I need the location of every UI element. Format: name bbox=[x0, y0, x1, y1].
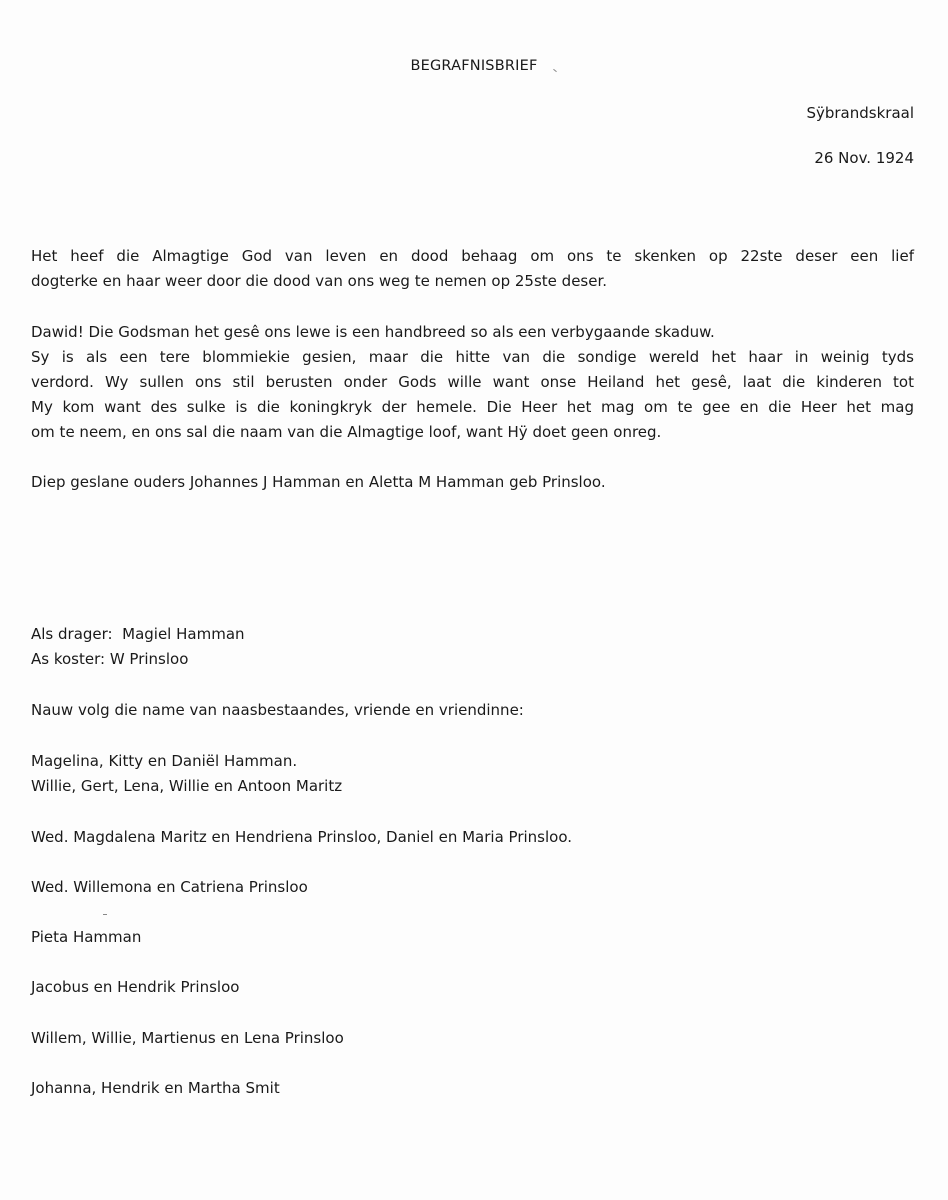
mourner-line-willem bbox=[31, 1026, 914, 1051]
reflection-line: verdord. Wy sullen ons stil berusten onder Gods wille want onse Heiland het gesê, laat die kinderen tot bbox=[31, 373, 914, 391]
mourners-intro bbox=[31, 698, 914, 723]
reflection-paragraph bbox=[31, 320, 914, 445]
announcement-paragraph bbox=[31, 244, 914, 294]
reflection-line: Dawid! Die Godsman het gesê ons lewe is een handbreed so als een verbygaande skaduw. bbox=[31, 323, 715, 341]
roles-block bbox=[31, 622, 914, 672]
mourner-line-johanna bbox=[31, 1076, 914, 1101]
announcement-line: Het heef die Almagtige God van leven en dood behaag om ons te skenken op 22ste deser een lief bbox=[31, 247, 914, 265]
bearer-line: Als drager: Magiel Hamman bbox=[31, 625, 245, 643]
mourner-line-magdalena bbox=[31, 825, 914, 850]
mourners-intro-text: Nauw volg die name van naasbestaandes, vriende en vriendinne: bbox=[31, 701, 524, 719]
parents-line bbox=[31, 470, 914, 495]
letter-date: 26 Nov. 1924 bbox=[814, 149, 914, 167]
mourners-group bbox=[31, 749, 914, 799]
mourner-line: Wed. Magdalena Maritz en Hendriena Prinsloo, Daniel en Maria Prinsloo. bbox=[31, 828, 573, 846]
reflection-line: om te neem, en ons sal die naam van die Almagtige loof, want Hÿ doet geen onreg. bbox=[31, 423, 662, 441]
mourner-line: Magelina, Kitty en Daniël Hamman. bbox=[31, 752, 298, 770]
announcement-line: dogterke en haar weer door die dood van ons weg te nemen op 25ste deser. bbox=[31, 272, 608, 290]
letter-title: BEGRAFNISBRIEF bbox=[410, 58, 538, 74]
mourner-line: Jacobus en Hendrik Prinsloo bbox=[31, 978, 240, 996]
reflection-line: Sy is als een tere blommiekie gesien, maar die hitte van die sondige wereld het haar in weinig tyds bbox=[31, 348, 914, 366]
mourner-line: Wed. Willemona en Catriena Prinsloo bbox=[31, 878, 308, 896]
reflection-line: My kom want des sulke is die koningkryk der hemele. Die Heer het mag om te gee en die Heer het mag bbox=[31, 398, 914, 416]
mourner-line-willemona bbox=[31, 875, 914, 900]
scan-speck bbox=[103, 914, 107, 915]
parents-text: Diep geslane ouders Johannes J Hamman en Aletta M Hamman geb Prinsloo. bbox=[31, 473, 606, 491]
mourner-line: Willie, Gert, Lena, Willie en Antoon Maritz bbox=[31, 777, 343, 795]
mourner-line-pieta bbox=[31, 925, 914, 950]
sexton-line: As koster: W Prinsloo bbox=[31, 650, 189, 668]
mourner-line: Johanna, Hendrik en Martha Smit bbox=[31, 1079, 280, 1097]
mourner-line-jacobus bbox=[31, 975, 914, 1000]
mourner-line: Pieta Hamman bbox=[31, 928, 142, 946]
letter-place: Sÿbrandskraal bbox=[806, 104, 914, 122]
mourner-line: Willem, Willie, Martienus en Lena Prinsloo bbox=[31, 1029, 344, 1047]
